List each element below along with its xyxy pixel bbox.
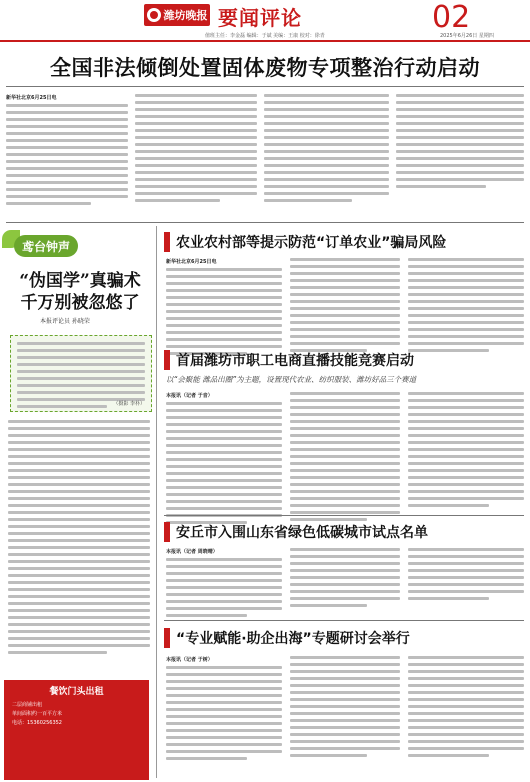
body-text [8, 420, 150, 654]
commentary-title-line1: “伪国学”真骗术 [19, 271, 141, 291]
body-text [290, 258, 400, 352]
section-title: 要闻评论 [218, 6, 302, 30]
story5-byline: 本报讯（记者 于树） [166, 657, 213, 663]
headline-bar-icon [164, 232, 170, 252]
section-rule [6, 222, 524, 223]
story4-header [164, 522, 428, 542]
story5-col1 [166, 656, 282, 760]
body-text [290, 656, 400, 757]
logo-mark-icon [147, 8, 161, 22]
lead-dateline: 新华社北京6月25日电 [6, 95, 57, 101]
lead-column-2 [135, 94, 257, 202]
story4-col3 [408, 548, 524, 600]
lead-column-3 [264, 94, 389, 202]
page-number: 02 [432, 0, 471, 35]
body-text [166, 666, 282, 760]
story3-col1 [166, 392, 282, 524]
commentary-byline: 本报评论员 孙晓荣 [40, 318, 90, 325]
ad-title: 餐饮门头出租 [49, 687, 104, 697]
headline-bar-icon [164, 350, 170, 370]
story2-col1 [166, 258, 282, 355]
headline-rule [6, 86, 524, 87]
lead-column-1 [6, 94, 128, 205]
story5-headline: “专业赋能·助企出海”专题研讨会举行 [176, 631, 410, 647]
lead-column-4 [396, 94, 524, 188]
editor-credits: 值班主任：李金磊 编辑：于斌 美编：王康 校对：徐青 [205, 33, 325, 39]
story4-col2 [290, 548, 400, 607]
body-text [396, 94, 524, 188]
body-text [290, 392, 400, 521]
story2-col2 [290, 258, 400, 352]
issue-date: 2025年6月26日 星期四 [440, 33, 494, 39]
story2-headline: 农业农村部等提示防范“订单农业”骗局风险 [176, 235, 447, 251]
headline-bar-icon [164, 628, 170, 648]
story3-col2 [290, 392, 400, 521]
ad-line: 电话：15360256352 [12, 720, 62, 726]
column-banner: 鸢台钟声 [14, 235, 78, 257]
body-text [408, 258, 524, 352]
newspaper-logo [144, 4, 210, 26]
ad-line: 单间面积约一百平方米 [12, 711, 63, 717]
ad-line: 二层商铺出租 [12, 702, 43, 708]
story3-col3 [408, 392, 524, 507]
story2-dateline: 新华社北京6月25日电 [166, 259, 217, 265]
quote-box [10, 335, 152, 412]
story5-col3 [408, 656, 524, 757]
ad-body [4, 697, 149, 732]
body-text [290, 548, 400, 607]
column-divider [156, 226, 157, 778]
story-rule [164, 515, 524, 516]
story2-header [164, 232, 446, 252]
logo-text: 潍坊晚报 [163, 9, 208, 22]
story-rule [164, 620, 524, 621]
story4-col1 [166, 548, 282, 617]
story4-byline: 本报讯（记者 周晓晴） [166, 549, 218, 555]
story3-byline: 本报讯（记者 于音） [166, 393, 213, 399]
body-text [166, 558, 282, 617]
body-text [408, 548, 524, 600]
quote-credit: （摄影 李朴） [113, 401, 145, 407]
story5-col2 [290, 656, 400, 757]
body-text [166, 268, 282, 355]
classified-ad [4, 680, 149, 780]
story2-col3 [408, 258, 524, 352]
body-text [264, 94, 389, 202]
masthead-rule [0, 40, 530, 42]
story5-header [164, 628, 410, 648]
body-text [166, 402, 282, 524]
story3-subhead: 以“会聚能 潍品出圈”为主题，设置现代农业、纺织服装、潍坊好品三个赛道 [166, 375, 417, 384]
commentary-body [8, 420, 150, 654]
body-text [135, 94, 257, 202]
lead-headline: 全国非法倾倒处置固体废物专项整治行动启动 [50, 56, 480, 80]
story3-header [164, 350, 414, 370]
story3-headline: 首届潍坊市职工电商直播技能竞赛启动 [176, 353, 414, 369]
body-text [6, 104, 128, 205]
commentary-title-line2: 千万别被忽悠了 [20, 293, 140, 313]
headline-bar-icon [164, 522, 170, 542]
body-text [408, 392, 524, 507]
story4-headline: 安丘市入围山东省绿色低碳城市试点名单 [176, 525, 428, 541]
body-text [408, 656, 524, 757]
